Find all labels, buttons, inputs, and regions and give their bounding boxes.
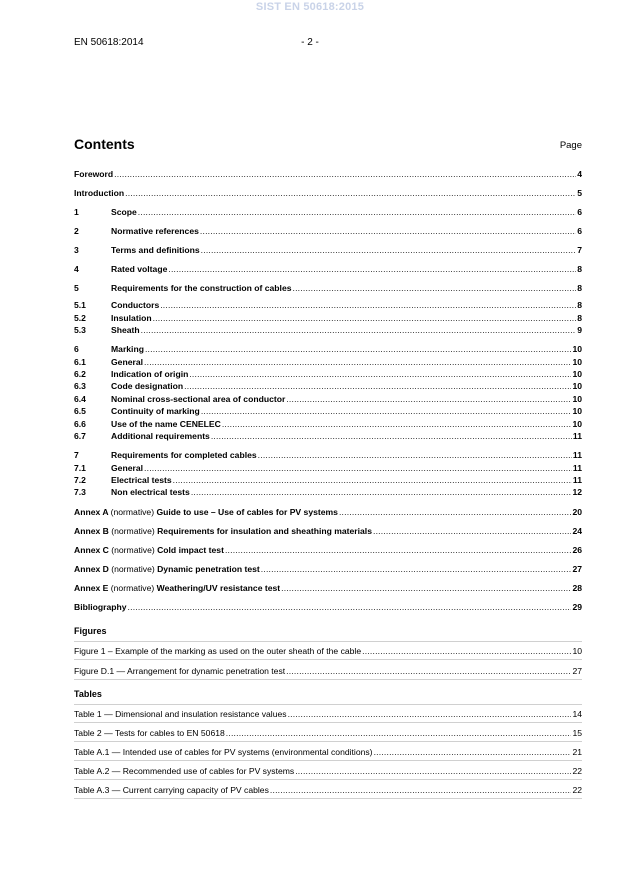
entry-page: 8 xyxy=(577,283,582,293)
entry-title: Use of the name CENELEC xyxy=(111,419,221,429)
dot-leader xyxy=(201,244,577,256)
entry-page: 12 xyxy=(572,487,582,497)
toc-entry[interactable] xyxy=(74,601,582,613)
dot-leader xyxy=(153,312,577,324)
dot-leader xyxy=(211,430,572,442)
dot-leader xyxy=(270,784,572,796)
dot-leader xyxy=(261,563,572,575)
dot-leader xyxy=(222,418,572,430)
entry-page: 11 xyxy=(572,463,582,473)
toc-entry[interactable] xyxy=(74,168,582,180)
dot-leader xyxy=(293,282,577,294)
entry-title: Annex A (normative) Guide to use – Use of cables for PV systems xyxy=(74,507,338,517)
contents-title: Contents xyxy=(74,136,135,152)
row-divider xyxy=(74,798,582,799)
dot-leader xyxy=(173,474,572,486)
entry-title: Table A.1 — Intended use of cables for PV systems (environmental conditions) xyxy=(74,747,373,757)
dot-leader xyxy=(160,299,576,311)
entry-page: 11 xyxy=(572,450,582,460)
toc-entry[interactable] xyxy=(74,418,582,430)
entry-title: Non electrical tests xyxy=(111,487,190,497)
entry-page: 10 xyxy=(572,394,582,404)
entry-number: 6.2 xyxy=(74,369,86,379)
row-divider xyxy=(74,704,582,705)
toc-entry[interactable] xyxy=(74,312,582,324)
entry-page: 21 xyxy=(572,747,582,757)
toc-entry[interactable] xyxy=(74,393,582,405)
entry-title: Requirements for completed cables xyxy=(111,450,257,460)
entry-page: 9 xyxy=(577,325,582,335)
toc-entry[interactable] xyxy=(74,525,582,537)
entry-page: 4 xyxy=(577,169,582,179)
entry-page: 11 xyxy=(572,431,582,441)
entry-number: 6.3 xyxy=(74,381,86,391)
toc-entry[interactable] xyxy=(74,506,582,518)
entry-number: 6.7 xyxy=(74,431,86,441)
dot-leader xyxy=(373,525,571,537)
row-divider xyxy=(74,641,582,642)
dot-leader xyxy=(374,746,572,758)
entry-number: 5 xyxy=(74,283,79,293)
dot-leader xyxy=(295,765,571,777)
watermark: SIST EN 50618:2015 xyxy=(255,1,365,13)
entry-title: Continuity of marking xyxy=(111,406,200,416)
dot-leader xyxy=(288,708,572,720)
entry-title: Table A.3 — Current carrying capacity of PV cables xyxy=(74,785,269,795)
entry-number: 6 xyxy=(74,344,79,354)
entry-title: Electrical tests xyxy=(111,475,172,485)
entry-number: 7.3 xyxy=(74,487,86,497)
entry-title: Table A.2 — Recommended use of cables for PV systems xyxy=(74,766,295,776)
dot-leader xyxy=(258,449,572,461)
toc-entry[interactable] xyxy=(74,356,582,368)
dot-leader xyxy=(286,393,571,405)
dot-leader xyxy=(200,225,576,237)
entry-title: General xyxy=(111,463,144,473)
entry-page: 26 xyxy=(572,545,582,555)
row-divider xyxy=(74,679,582,680)
entry-number: 6.5 xyxy=(74,406,86,416)
entry-number: 7.1 xyxy=(74,463,86,473)
figures-heading: Figures xyxy=(74,626,107,636)
dot-leader xyxy=(128,601,572,613)
entry-title: Table 1 — Dimensional and insulation resistance values xyxy=(74,709,287,719)
entry-number: 6.4 xyxy=(74,394,86,404)
entry-page: 24 xyxy=(572,526,582,536)
toc-entry[interactable] xyxy=(74,544,582,556)
entry-title: Nominal cross-sectional area of conductor xyxy=(111,394,286,404)
entry-page: 7 xyxy=(577,245,582,255)
toc-entry[interactable] xyxy=(74,645,582,657)
entry-number: 6.1 xyxy=(74,357,86,367)
entry-page: 8 xyxy=(577,264,582,274)
entry-title: Terms and definitions xyxy=(111,245,200,255)
toc-entry[interactable] xyxy=(74,244,582,256)
entry-page: 6 xyxy=(577,207,582,217)
toc-entry[interactable] xyxy=(74,380,582,392)
entry-page: 22 xyxy=(572,785,582,795)
entry-page: 14 xyxy=(572,709,582,719)
entry-title: Conductors xyxy=(111,300,160,310)
dot-leader xyxy=(168,263,576,275)
entry-page: 10 xyxy=(572,406,582,416)
toc-entry[interactable] xyxy=(74,784,582,796)
tables-heading: Tables xyxy=(74,689,102,699)
entry-page: 27 xyxy=(572,666,582,676)
entry-number: 4 xyxy=(74,264,79,274)
entry-title: Additional requirements xyxy=(111,431,210,441)
page-column-label: Page xyxy=(559,140,582,151)
entry-title: Annex B (normative) Requirements for insulation and sheathing materials xyxy=(74,526,372,536)
entry-page: 29 xyxy=(572,602,582,612)
dot-leader xyxy=(189,368,571,380)
entry-title: Introduction xyxy=(74,188,125,198)
entry-page: 10 xyxy=(572,369,582,379)
row-divider xyxy=(74,659,582,660)
toc-entry[interactable] xyxy=(74,343,582,355)
entry-page: 15 xyxy=(572,728,582,738)
toc-entry[interactable] xyxy=(74,368,582,380)
entry-title: Code designation xyxy=(111,381,184,391)
entry-title: Table 2 — Tests for cables to EN 50618 xyxy=(74,728,225,738)
entry-title: Annex D (normative) Dynamic penetration test xyxy=(74,564,260,574)
dot-leader xyxy=(184,380,571,392)
entry-title: Foreword xyxy=(74,169,114,179)
entry-page: 27 xyxy=(572,564,582,574)
toc-entry[interactable] xyxy=(74,665,582,677)
dot-leader xyxy=(191,486,572,498)
dot-leader xyxy=(226,727,572,739)
toc-entry[interactable] xyxy=(74,405,582,417)
dot-leader xyxy=(339,506,571,518)
dot-leader xyxy=(362,645,571,657)
entry-number: 3 xyxy=(74,245,79,255)
entry-title: Annex C (normative) Cold impact test xyxy=(74,545,224,555)
entry-number: 6.6 xyxy=(74,419,86,429)
toc-entry[interactable] xyxy=(74,187,582,199)
entry-title: General xyxy=(111,357,144,367)
entry-number: 7.2 xyxy=(74,475,86,485)
toc-entry[interactable] xyxy=(74,263,582,275)
entry-title: Marking xyxy=(111,344,144,354)
entry-page: 20 xyxy=(572,507,582,517)
document-id: EN 50618:2014 xyxy=(74,37,144,48)
entry-page: 22 xyxy=(572,766,582,776)
entry-title: Normative references xyxy=(111,226,199,236)
toc-entry[interactable] xyxy=(74,299,582,311)
toc-entry[interactable] xyxy=(74,430,582,442)
entry-number: 5.3 xyxy=(74,325,86,335)
entry-title: Rated voltage xyxy=(111,264,168,274)
entry-title: Requirements for the construction of cables xyxy=(111,283,292,293)
dot-leader xyxy=(144,462,572,474)
dot-leader xyxy=(225,544,571,556)
row-divider xyxy=(74,722,582,723)
entry-page: 28 xyxy=(572,583,582,593)
toc-entry[interactable] xyxy=(74,474,582,486)
toc-entry[interactable] xyxy=(74,727,582,739)
entry-title: Figure D.1 — Arrangement for dynamic penetration test xyxy=(74,666,286,676)
toc-entry[interactable] xyxy=(74,582,582,594)
toc-entry[interactable] xyxy=(74,206,582,218)
entry-page: 10 xyxy=(572,344,582,354)
entry-page: 6 xyxy=(577,226,582,236)
dot-leader xyxy=(145,343,571,355)
entry-number: 2 xyxy=(74,226,79,236)
entry-page: 5 xyxy=(577,188,582,198)
toc-entry[interactable] xyxy=(74,765,582,777)
entry-title: Bibliography xyxy=(74,602,127,612)
row-divider xyxy=(74,741,582,742)
dot-leader xyxy=(281,582,571,594)
toc-entry[interactable] xyxy=(74,746,582,758)
toc-entry[interactable] xyxy=(74,225,582,237)
entry-page: 8 xyxy=(577,300,582,310)
entry-title: Figure 1 – Example of the marking as used on the outer sheath of the cable xyxy=(74,646,362,656)
entry-title: Sheath xyxy=(111,325,140,335)
entry-number: 5.2 xyxy=(74,313,86,323)
toc-entry[interactable] xyxy=(74,282,582,294)
dot-leader xyxy=(286,665,571,677)
toc-entry[interactable] xyxy=(74,324,582,336)
entry-title: Indication of origin xyxy=(111,369,189,379)
row-divider xyxy=(74,779,582,780)
entry-page: 11 xyxy=(572,475,582,485)
entry-page: 10 xyxy=(572,381,582,391)
toc-entry[interactable] xyxy=(74,449,582,461)
entry-title: Scope xyxy=(111,207,137,217)
dot-leader xyxy=(144,356,571,368)
toc-entry[interactable] xyxy=(74,486,582,498)
dot-leader xyxy=(125,187,576,199)
row-divider xyxy=(74,760,582,761)
entry-title: Insulation xyxy=(111,313,152,323)
toc-entry[interactable] xyxy=(74,563,582,575)
dot-leader xyxy=(141,324,577,336)
entry-page: 10 xyxy=(572,357,582,367)
toc-entry[interactable] xyxy=(74,462,582,474)
entry-page: 10 xyxy=(572,646,582,656)
entry-number: 1 xyxy=(74,207,79,217)
dot-leader xyxy=(138,206,576,218)
dot-leader xyxy=(201,405,572,417)
dot-leader xyxy=(114,168,576,180)
entry-number: 7 xyxy=(74,450,79,460)
entry-title: Annex E (normative) Weathering/UV resistance test xyxy=(74,583,281,593)
entry-page: 10 xyxy=(572,419,582,429)
page-number: - 2 - xyxy=(301,37,319,48)
toc-entry[interactable] xyxy=(74,708,582,720)
entry-page: 8 xyxy=(577,313,582,323)
entry-number: 5.1 xyxy=(74,300,86,310)
